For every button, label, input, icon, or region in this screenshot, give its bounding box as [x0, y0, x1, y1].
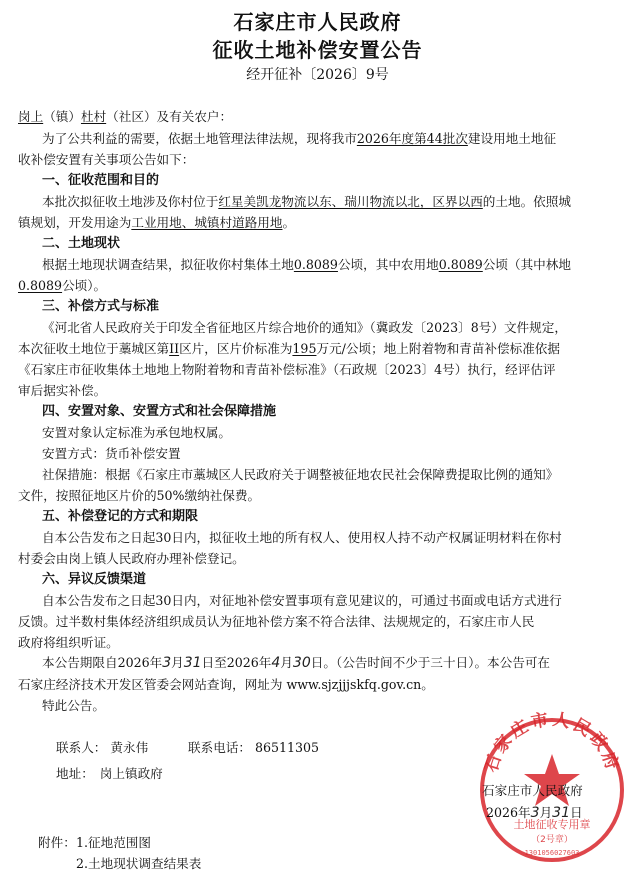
attachments-label: 附件：: [38, 835, 76, 850]
section-2-line-2: 0.8089公顷）。: [18, 278, 107, 293]
attachment-2: 2.土地现状调查结果表: [76, 856, 202, 871]
signing-organization: 石家庄市人民政府: [482, 783, 583, 798]
section-2-heading: 二、土地现状: [42, 236, 121, 251]
seal-center-text-2: （2号章）: [531, 835, 573, 845]
section-3-line-1: 《河北省人民政府关于印发全省征地区片综合地价的通知》（冀政发〔2023〕8号）文件规定，: [42, 320, 567, 335]
section-4-line-1: 安置对象认定标准为承包地权属。: [42, 425, 231, 440]
section-5-line-2: 村委会由岗上镇人民政府办理补偿登记。: [18, 551, 245, 566]
closing-text: 特此公告。: [42, 698, 105, 713]
section-2-line-1: 根据土地现状调查结果，拟征收你村集体土地0.8089公顷，其中农用地0.8089公顷（其中林地: [42, 257, 571, 272]
land-location: 红星美凯龙物流以东、瑞川物流以北，区界以西: [218, 194, 483, 209]
attachment-1: 1.征地范围图: [76, 835, 151, 850]
section-6-line-3: 政府将组织听证。: [18, 635, 119, 650]
period-line-2: 石家庄经济技术开发区管委会网站查询，网址为 www.sjzjjjskfq.gov.cn。: [18, 677, 434, 692]
handwritten-end-day: 30: [292, 655, 311, 671]
section-1-line-1: 本批次拟征收土地涉及你村位于红星美凯龙物流以东、瑞川物流以北，区界以西的土地。依照城: [42, 194, 571, 209]
section-5-line-1: 自本公告发布之日起30日内，拟征收土地的所有权人、使用权人持不动产权属证明材料在你村: [42, 530, 562, 545]
farmland-area: 0.8089: [438, 257, 483, 272]
zone-price: 195: [292, 341, 317, 356]
title-government: 石家庄市人民政府: [233, 10, 402, 34]
forest-area: 0.8089: [18, 278, 63, 293]
intro-line-1: 为了公共利益的需要，依据土地管理法律法规，现将我市2026年度第44批次建设用地土地征: [42, 131, 557, 146]
section-3-line-3: 《石家庄市征收集体土地地上物附着物和青苗补偿标准》（石政规〔2023〕4号）执行，经评估评: [18, 362, 556, 377]
section-3-heading: 三、补偿方式与标准: [42, 299, 160, 314]
contact-phone: 联系电话： 86511305: [188, 740, 320, 755]
section-5-heading: 五、补偿登记的方式和期限: [42, 509, 199, 524]
contact-address: 地址： 岗上镇政府: [56, 766, 163, 781]
seal-code: 1301056027603: [524, 849, 580, 857]
section-6-heading: 六、异议反馈渠道: [42, 572, 147, 587]
document-number: 经开征补〔2026〕9号: [246, 67, 389, 83]
section-6-line-1: 自本公告发布之日起30日内，对征地补偿安置事项有意见建议的，可通过书面或电话方式进行: [42, 593, 562, 608]
collective-land-area: 0.8089: [293, 257, 338, 272]
period-line-1: 本公告期限自2026年3月31日至2026年4月30日。（公告时间不少于三十日）。本公告可在: [42, 655, 551, 671]
title-announcement: 征收土地补偿安置公告: [212, 38, 423, 62]
handwritten-sign-month: 3: [530, 805, 540, 821]
section-3-line-4: 审后据实补偿。: [18, 383, 107, 398]
section-1-heading: 一、征收范围和目的: [42, 173, 160, 188]
section-4-line-2: 安置方式：货币补偿安置: [42, 446, 181, 461]
handwritten-start-day: 31: [183, 655, 202, 671]
intro-line-2: 收补偿安置有关事项公告如下：: [18, 152, 195, 167]
section-3-line-2: 本次征收土地位于藁城区第II区片，区片价标准为195万元/公顷；地上附着物和青苗补偿标准依据: [18, 341, 560, 356]
handwritten-sign-day: 31: [552, 805, 570, 821]
zone-number: II: [169, 341, 180, 356]
addressee: 岗上（镇）杜村（社区）及有关农户：: [18, 109, 233, 124]
section-4-line-4: 文件，按照征地区片价的50%缴纳社保费。: [18, 488, 261, 503]
handwritten-start-month: 3: [162, 655, 172, 671]
seal-center-text: 土地征收专用章: [513, 818, 591, 831]
section-1-line-2: 镇规划，开发用途为工业用地、城镇村道路用地。: [18, 215, 296, 230]
section-6-line-2: 反馈。过半数村集体经济组织成员认为征地补偿方案不符合法律、法规规定的，石家庄市人民: [18, 614, 535, 629]
land-use: 工业用地、城镇村道路用地: [131, 215, 283, 230]
seal-ring-text: 石家庄市人民政府: [481, 710, 623, 775]
section-4-line-3: 社保措施：根据《石家庄市藁城区人民政府关于调整被征地农民社会保障费提取比例的通知》: [42, 467, 559, 482]
handwritten-end-month: 4: [271, 655, 281, 671]
section-4-heading: 四、安置对象、安置方式和社会保障措施: [42, 404, 277, 419]
village-name: 杜村: [80, 109, 107, 124]
town-name: 岗上: [18, 109, 44, 124]
batch-number: 2026年度第44批次: [356, 131, 468, 146]
signing-date: 2026年3月31日: [486, 805, 583, 821]
contact-person: 联系人： 黄永伟: [56, 740, 149, 755]
